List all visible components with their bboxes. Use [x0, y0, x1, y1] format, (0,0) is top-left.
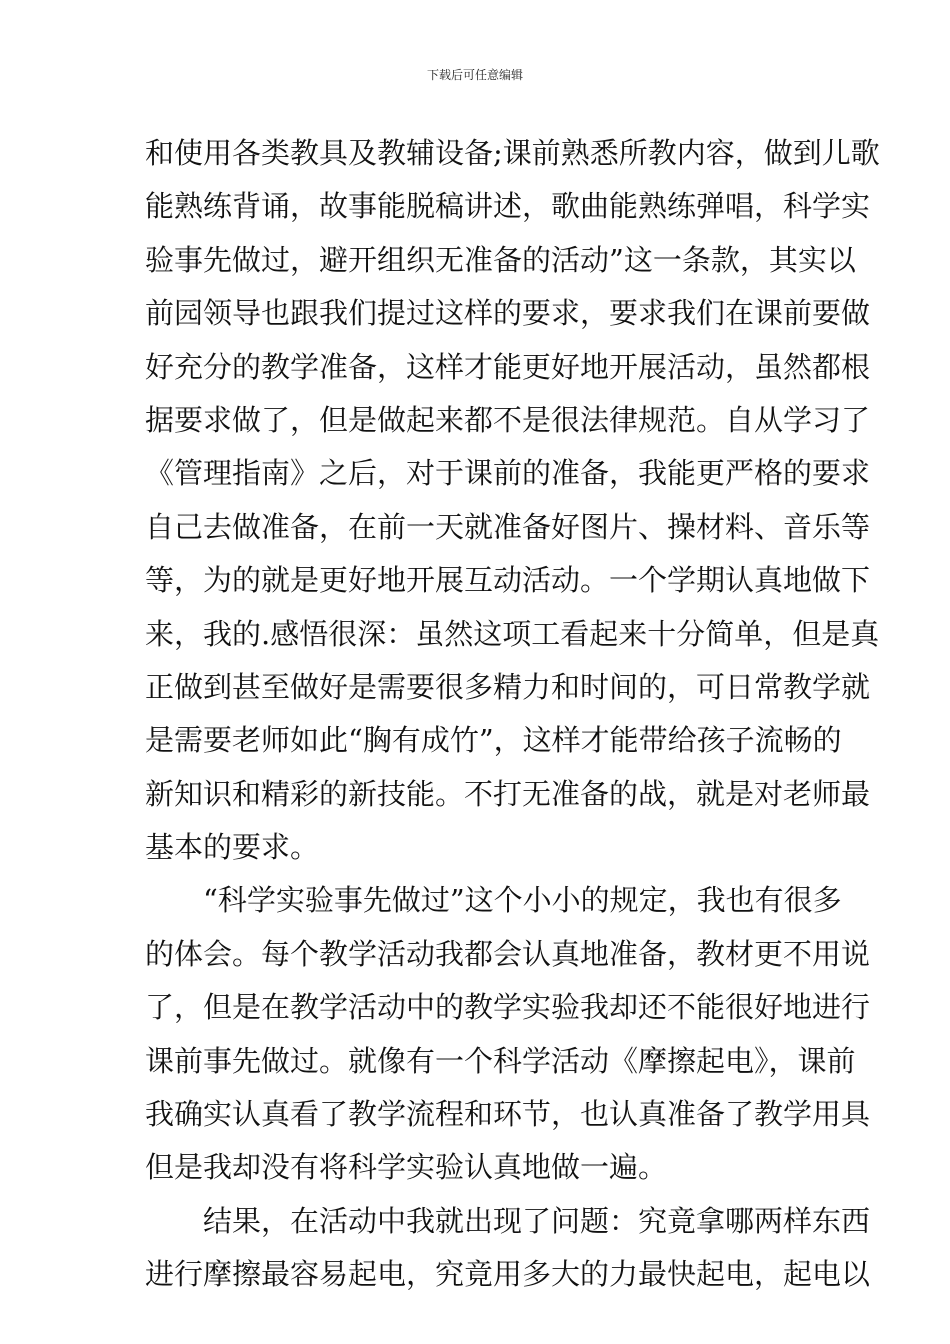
text-line: 等，为的就是更好地开展互动活动。一个学期认真地做下	[145, 563, 871, 598]
text-line: 是需要老师如此“胸有成竹”，这样才能带给孩子流畅的	[145, 723, 842, 758]
text-line: 验事先做过，避开组织无准备的活动”这一条款，其实以	[145, 242, 856, 277]
text-line: 的体会。每个教学活动我都会认真地准备，教材更不用说	[145, 936, 871, 971]
text-line: 来，我的.感悟很深：虽然这项工看起来十分简单，但是真	[145, 616, 880, 651]
text-line: 进行摩擦最容易起电，究竟用多大的力最快起电，起电以	[145, 1257, 871, 1292]
page-header: 下载后可任意编辑	[426, 68, 523, 82]
text-line: 据要求做了，但是做起来都不是很法律规范。自从学习了	[145, 402, 871, 437]
document-body	[145, 127, 880, 1302]
text-line: 自己去做准备，在前一天就准备好图片、操材料、音乐等	[145, 509, 871, 544]
paragraph-2	[145, 874, 871, 1194]
paragraph-3	[145, 1195, 871, 1302]
text-line: 新知识和精彩的新技能。不打无准备的战，就是对老师最	[145, 776, 871, 811]
text-line: 结果，在活动中我就出现了问题：究竟拿哪两样东西	[203, 1203, 871, 1238]
text-line: 《管理指南》之后，对于课前的准备，我能更严格的要求	[145, 456, 871, 491]
text-line: 课前事先做过。就像有一个科学活动《摩擦起电》，课前	[145, 1043, 856, 1078]
text-line: 能熟练背诵，故事能脱稿讲述，歌曲能熟练弹唱，科学实	[145, 189, 871, 224]
text-line: 好充分的教学准备，这样才能更好地开展活动，虽然都根	[145, 349, 871, 384]
paragraph-1	[145, 127, 880, 874]
text-line: 基本的要求。	[145, 830, 320, 865]
text-line: 和使用各类教具及教辅设备;课前熟悉所教内容，做到儿歌	[145, 136, 880, 170]
text-line: 正做到甚至做好是需要很多精力和时间的，可日常教学就	[145, 669, 871, 704]
text-line: 但是我却没有将科学实验认真地做一遍。	[145, 1150, 668, 1185]
text-line: “科学实验事先做过”这个小小的规定，我也有很多	[203, 883, 842, 918]
text-line: 我确实认真看了教学流程和环节，也认真准备了教学用具	[145, 1097, 871, 1132]
text-line: 了，但是在教学活动中的教学实验我却还不能很好地进行	[145, 990, 871, 1025]
text-line: 前园领导也跟我们提过这样的要求，要求我们在课前要做	[145, 296, 871, 331]
